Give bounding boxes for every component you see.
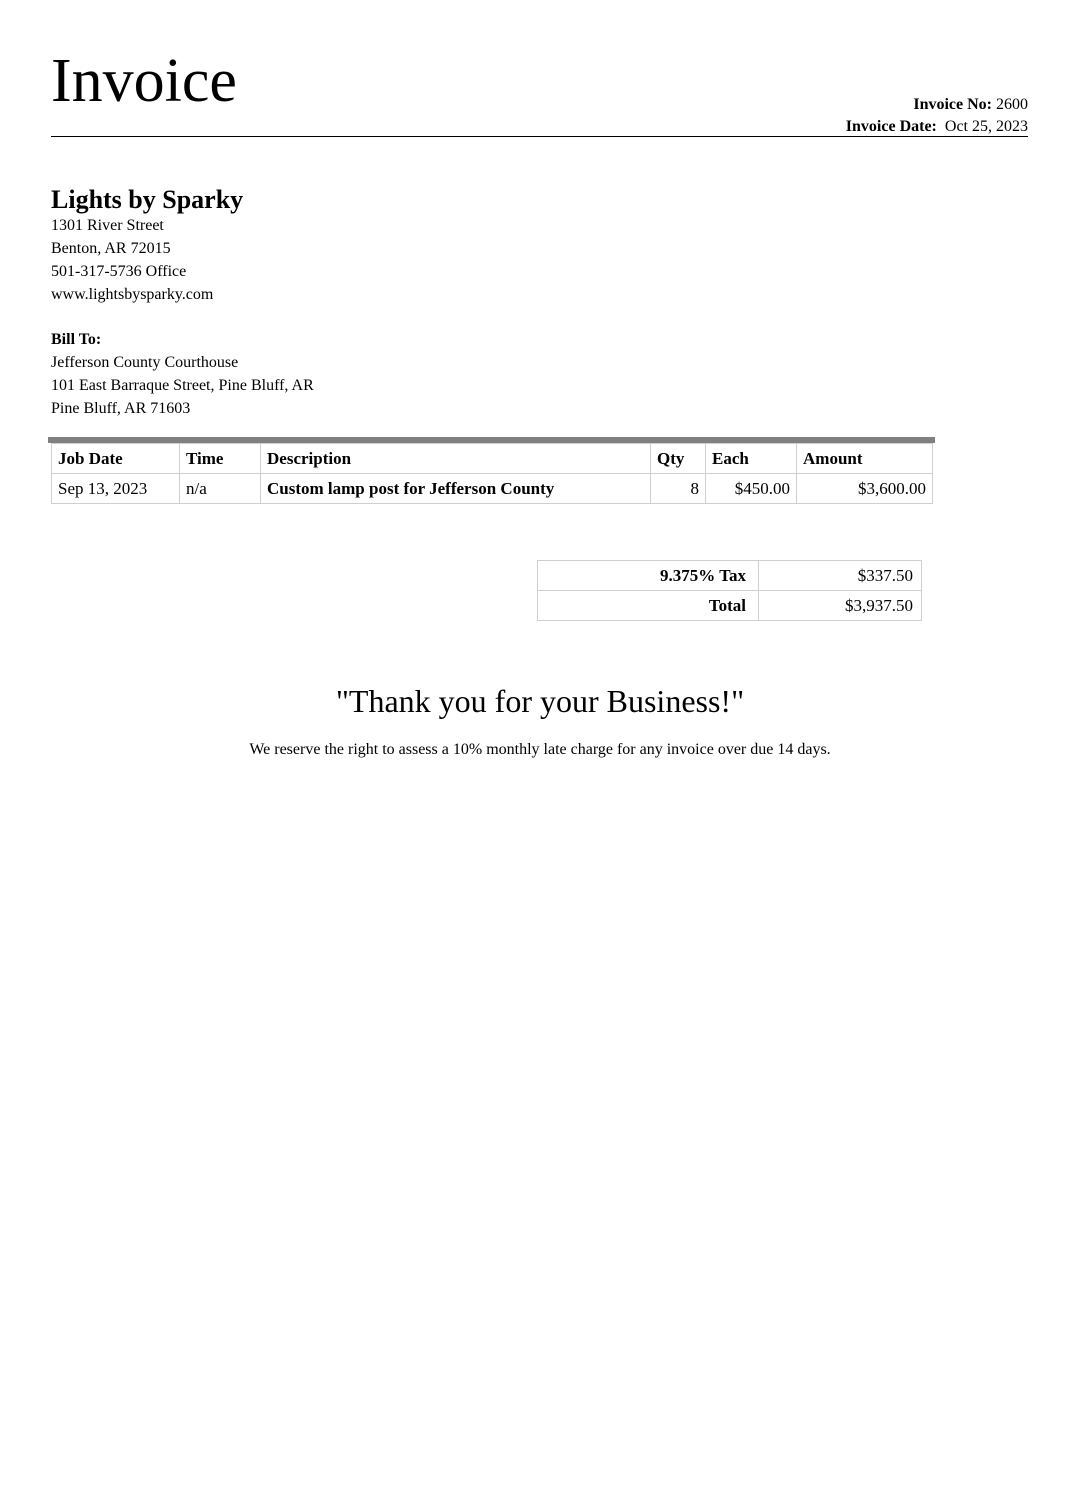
col-time: Time bbox=[180, 444, 261, 474]
row-amount: $3,600.00 bbox=[797, 474, 933, 504]
invoice-date-label: Invoice Date: bbox=[845, 118, 937, 135]
thank-you-message: "Thank you for your Business!" bbox=[335, 683, 745, 719]
row-qty: 8 bbox=[651, 474, 706, 504]
col-each: Each bbox=[706, 444, 797, 474]
row-description: Custom lamp post for Jefferson County bbox=[261, 474, 651, 504]
col-amount: Amount bbox=[797, 444, 933, 474]
company-phone: 501-317-5736 Office bbox=[51, 263, 187, 280]
invoice-number: 2600 bbox=[996, 96, 1028, 113]
page-title: Invoice bbox=[51, 47, 237, 115]
tax-row bbox=[538, 561, 922, 591]
total-label: Total bbox=[538, 591, 759, 621]
company-website: www.lightsbysparky.com bbox=[51, 286, 214, 303]
line-items bbox=[48, 437, 935, 504]
col-description: Description bbox=[261, 444, 651, 474]
tax-label: 9.375% Tax bbox=[538, 561, 759, 591]
bill-to-street: 101 East Barraque Street, Pine Bluff, AR bbox=[51, 377, 314, 394]
bill-to-name: Jefferson County Courthouse bbox=[51, 354, 239, 371]
total-value: $3,937.50 bbox=[759, 591, 922, 621]
tax-value: $337.50 bbox=[759, 561, 922, 591]
col-job-date: Job Date bbox=[52, 444, 180, 474]
company-name: Lights by Sparky bbox=[51, 185, 244, 214]
bill-to-block bbox=[51, 328, 314, 420]
header-divider bbox=[51, 136, 1028, 137]
company-block bbox=[51, 186, 243, 306]
company-city: Benton, AR 72015 bbox=[51, 240, 171, 257]
row-each: $450.00 bbox=[706, 474, 797, 504]
bill-to-label: Bill To: bbox=[51, 331, 102, 348]
bill-to-city: Pine Bluff, AR 71603 bbox=[51, 400, 191, 417]
invoice-date-line bbox=[846, 116, 1028, 138]
total-row bbox=[538, 591, 922, 621]
table-row bbox=[52, 474, 933, 504]
invoice-number-label: Invoice No: bbox=[913, 96, 992, 113]
table-header-row bbox=[52, 444, 933, 474]
late-charge-note: We reserve the right to assess a 10% monthly late charge for any invoice over due 14 days. bbox=[249, 741, 831, 758]
col-qty: Qty bbox=[651, 444, 706, 474]
invoice-meta bbox=[846, 94, 1028, 138]
company-street: 1301 River Street bbox=[51, 217, 164, 234]
row-job-date: Sep 13, 2023 bbox=[52, 474, 180, 504]
line-items-table bbox=[51, 443, 933, 504]
totals-table bbox=[537, 560, 922, 621]
invoice-number-line bbox=[846, 94, 1028, 116]
row-time: n/a bbox=[180, 474, 261, 504]
invoice-date: Oct 25, 2023 bbox=[944, 118, 1028, 135]
